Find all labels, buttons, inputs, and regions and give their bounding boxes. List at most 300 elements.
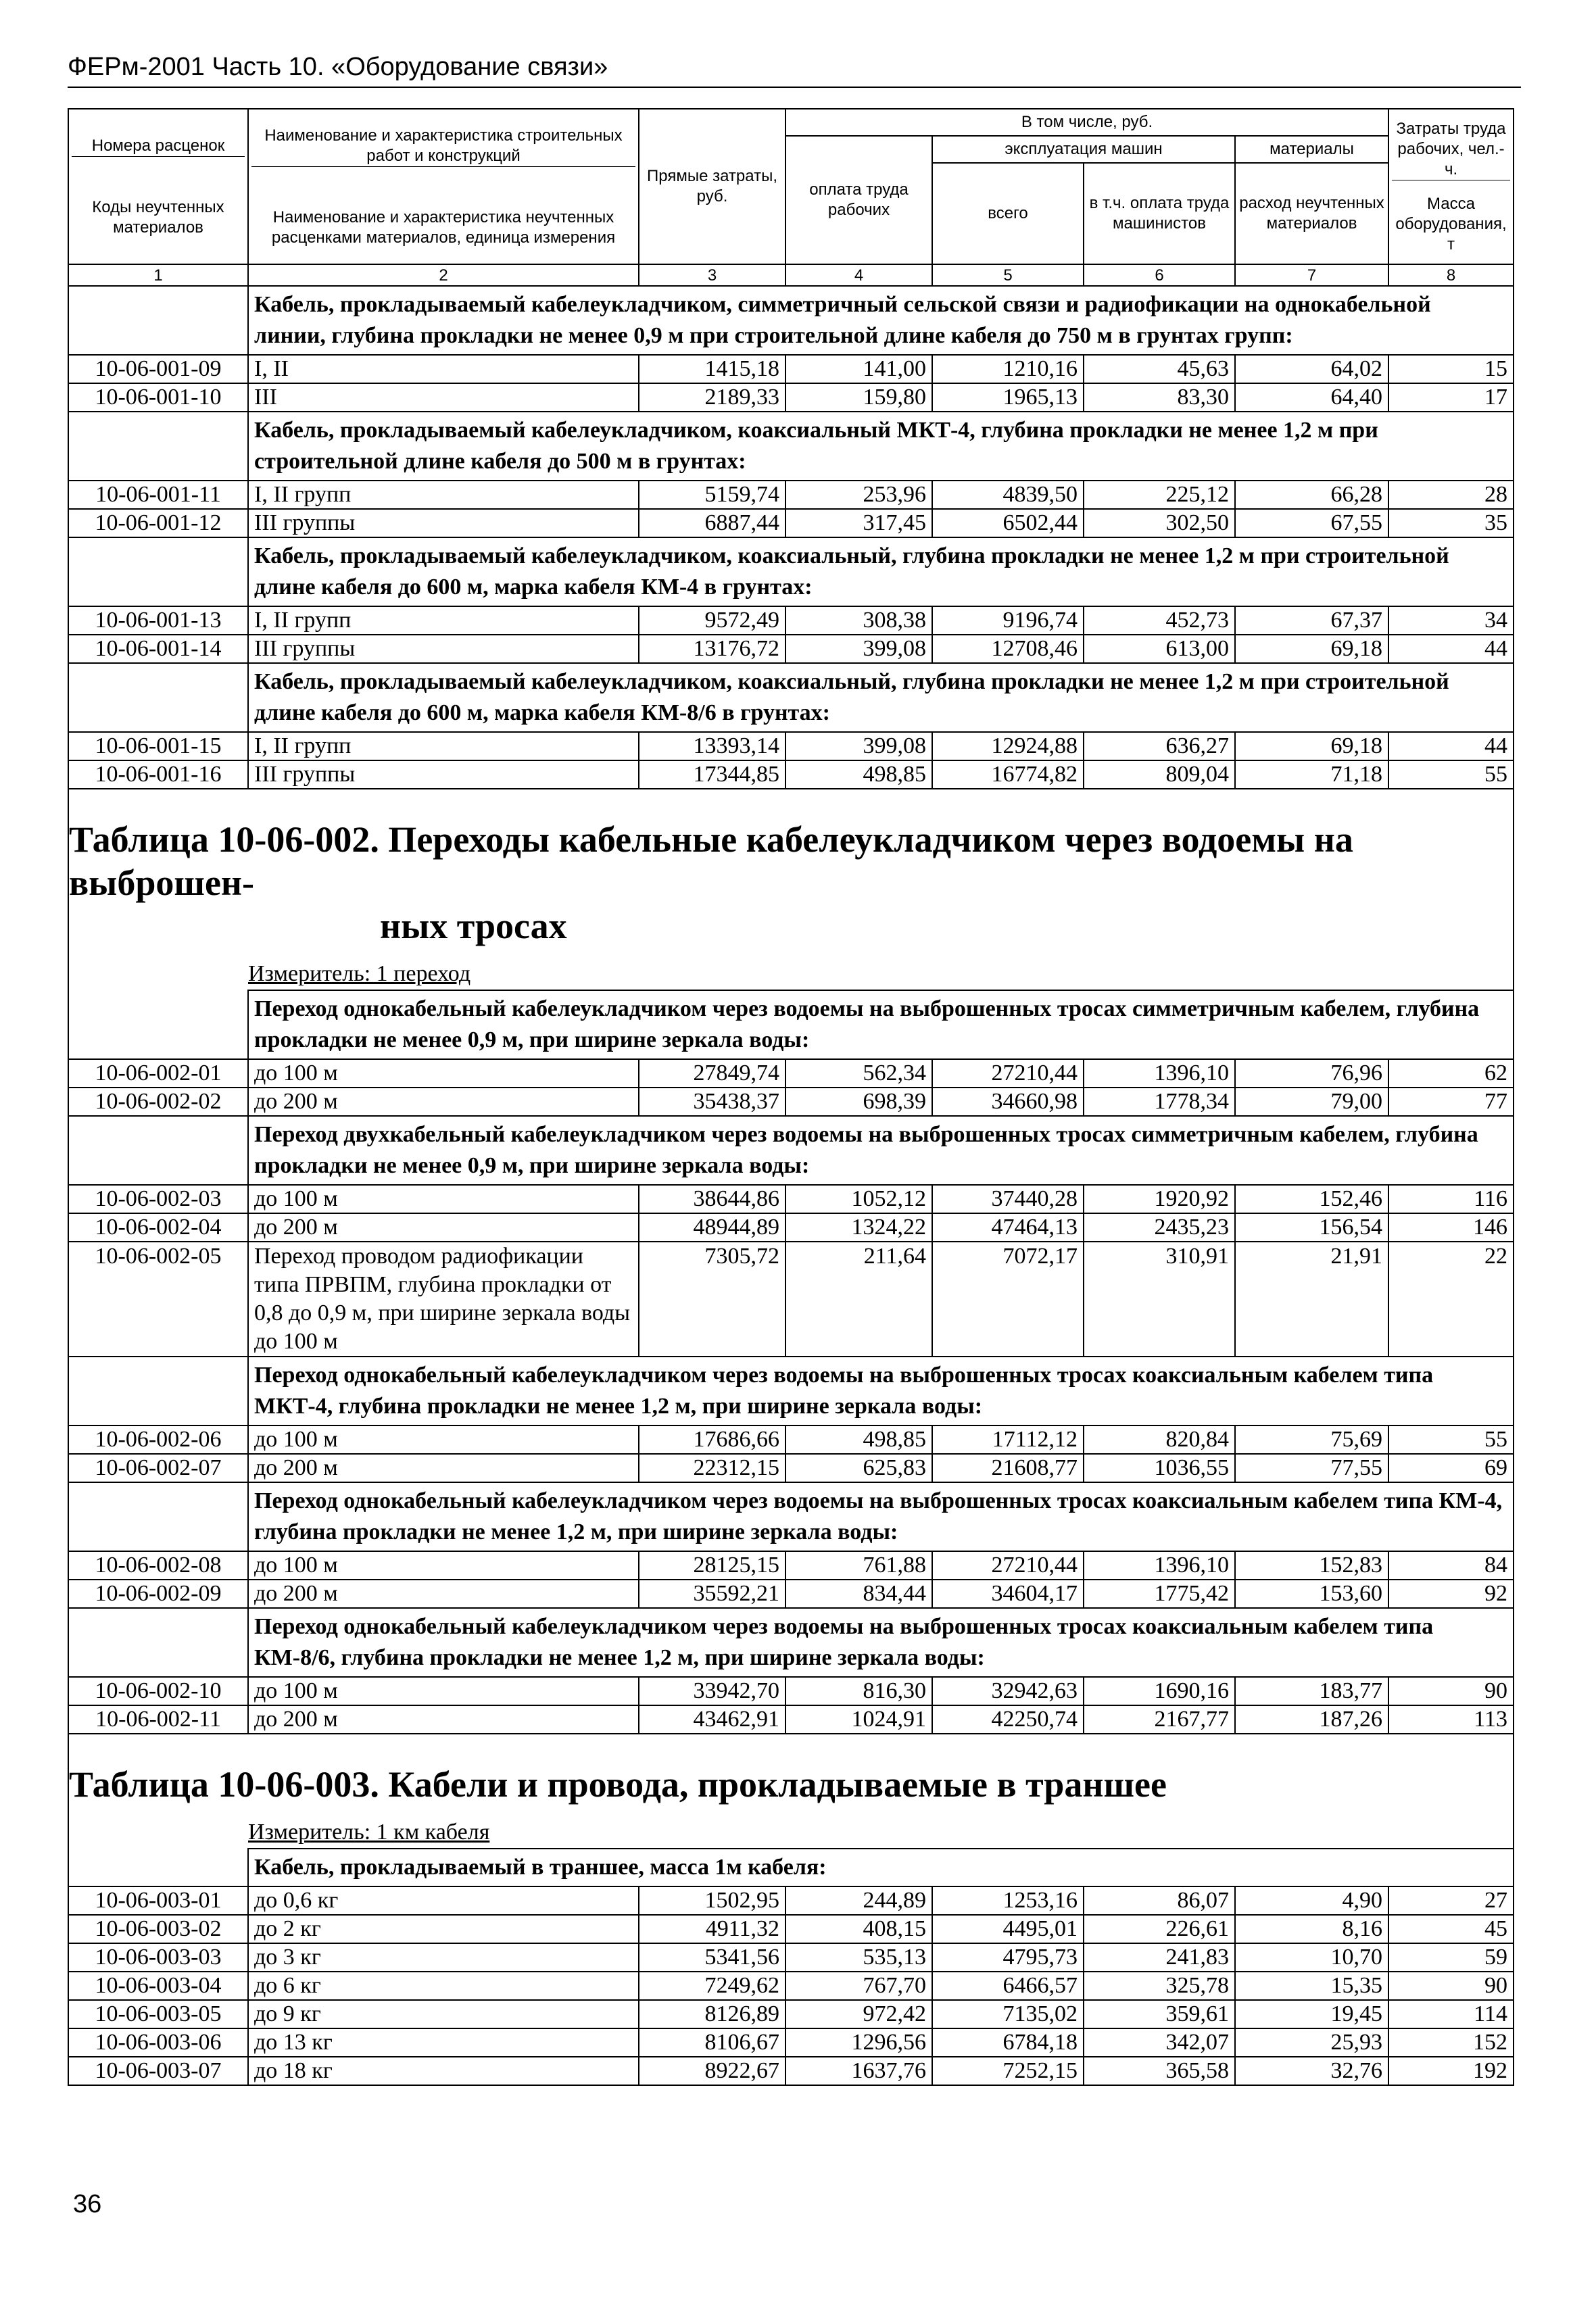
work-description-cell: до 200 м [248,1705,639,1734]
group-heading: Переход однокабельный кабелеукладчиком через водоемы на выброшенных тросах симметричным кабелем, глубина прокладки не менее 0,9 м, при ширине зеркала воды: [248,990,1514,1059]
labor-hours-cell: 152 [1388,2028,1514,2057]
labor-wages-cell: 211,64 [785,1242,932,1357]
labor-wages-cell: 834,44 [785,1580,932,1608]
materials-use-cell: 156,54 [1235,1213,1388,1242]
group-heading-row [68,1116,1514,1185]
direct-cost-cell: 5159,74 [639,481,785,509]
col-number: 1 [68,264,248,286]
work-description-cell: до 13 кг [248,2028,639,2057]
rate-code-cell: 10-06-002-02 [68,1088,248,1116]
group-heading-spacer [68,990,248,1059]
price-table [68,108,1514,2086]
operator-wages-cell: 342,07 [1084,2028,1235,2057]
work-description-cell: I, II групп [248,732,639,760]
rate-code-cell: 10-06-003-03 [68,1943,248,1972]
labor-wages-cell: 244,89 [785,1886,932,1915]
materials-use-cell: 77,55 [1235,1454,1388,1482]
labor-wages-cell: 1324,22 [785,1213,932,1242]
rate-code-cell: 10-06-002-06 [68,1425,248,1454]
work-description-cell: III группы [248,760,639,789]
labor-wages-cell: 317,45 [785,509,932,537]
table2-unit [69,958,1513,990]
group-heading-spacer [68,1116,248,1185]
labor-hours-cell: 92 [1388,1580,1514,1608]
direct-cost-cell: 8106,67 [639,2028,785,2057]
table2-heading [68,789,1514,990]
labor-wages-cell: 972,42 [785,2000,932,2028]
rate-code-cell: 10-06-003-02 [68,1915,248,1943]
work-description-cell: III группы [248,509,639,537]
table-row [68,732,1514,760]
work-description-cell: до 6 кг [248,1972,639,2000]
work-description-cell: до 9 кг [248,2000,639,2028]
labor-hours-cell: 17 [1388,383,1514,412]
page-number: 36 [73,2190,102,2218]
labor-hours-cell: 55 [1388,1425,1514,1454]
col-header-codes-top: Номера расценок [72,136,245,157]
rate-code-cell: 10-06-003-01 [68,1886,248,1915]
rate-code-cell: 10-06-001-13 [68,606,248,635]
machines-total-cell: 6502,44 [932,509,1084,537]
group-heading-row [68,1357,1514,1425]
table2-unit-text: Измеритель: 1 переход [248,961,471,986]
materials-use-cell: 21,91 [1235,1242,1388,1357]
work-description-cell: до 100 м [248,1425,639,1454]
col-number: 4 [785,264,932,286]
labor-wages-cell: 141,00 [785,355,932,383]
machines-total-cell: 7252,15 [932,2057,1084,2085]
labor-hours-cell: 27 [1388,1886,1514,1915]
machines-total-cell: 17112,12 [932,1425,1084,1454]
work-description-cell: до 100 м [248,1551,639,1580]
machines-total-cell: 37440,28 [932,1185,1084,1213]
materials-use-cell: 187,26 [1235,1705,1388,1734]
operator-wages-cell: 302,50 [1084,509,1235,537]
col-header-labor [1388,109,1514,264]
table-row [68,760,1514,789]
labor-wages-cell: 562,34 [785,1059,932,1088]
group-heading: Кабель, прокладываемый кабелеукладчиком, коаксиальный, глубина прокладки не менее 1,2 м при строительной длине кабеля до 600 м, марка кабеля КМ-8/6 в грунтах: [248,663,1514,732]
labor-hours-cell: 44 [1388,635,1514,663]
labor-hours-cell: 44 [1388,732,1514,760]
direct-cost-cell: 22312,15 [639,1454,785,1482]
operator-wages-cell: 1775,42 [1084,1580,1235,1608]
direct-cost-cell: 28125,15 [639,1551,785,1580]
machines-total-cell: 21608,77 [932,1454,1084,1482]
labor-wages-cell: 535,13 [785,1943,932,1972]
labor-hours-cell: 90 [1388,1972,1514,2000]
col-header-names-top: Наименование и характеристика строительных работ и конструкций [251,126,635,167]
operator-wages-cell: 86,07 [1084,1886,1235,1915]
rate-code-cell: 10-06-003-05 [68,2000,248,2028]
col-number: 7 [1235,264,1388,286]
labor-wages-cell: 1637,76 [785,2057,932,2085]
labor-wages-cell: 698,39 [785,1088,932,1116]
group-heading-spacer [68,663,248,732]
machines-total-cell: 32942,63 [932,1677,1084,1705]
direct-cost-cell: 13393,14 [639,732,785,760]
labor-hours-cell: 35 [1388,509,1514,537]
materials-use-cell: 67,37 [1235,606,1388,635]
table2-title [69,789,1513,958]
labor-wages-cell: 1052,12 [785,1185,932,1213]
col-number: 2 [248,264,639,286]
operator-wages-cell: 636,27 [1084,732,1235,760]
work-description-cell: Переход проводом радиофикации типа ПРВПМ, глубина прокладки от 0,8 до 0,9 м, при ширине зеркала воды до 100 м [248,1242,639,1357]
work-description-cell: до 100 м [248,1059,639,1088]
labor-hours-cell: 84 [1388,1551,1514,1580]
rate-code-cell: 10-06-001-16 [68,760,248,789]
table-row [68,509,1514,537]
col-number: 6 [1084,264,1235,286]
rate-code-cell: 10-06-002-04 [68,1213,248,1242]
labor-hours-cell: 62 [1388,1059,1514,1088]
direct-cost-cell: 8126,89 [639,2000,785,2028]
operator-wages-cell: 1036,55 [1084,1454,1235,1482]
direct-cost-cell: 5341,56 [639,1943,785,1972]
materials-use-cell: 32,76 [1235,2057,1388,2085]
table-row [68,355,1514,383]
materials-use-cell: 152,83 [1235,1551,1388,1580]
operator-wages-cell: 2167,77 [1084,1705,1235,1734]
table-row [68,383,1514,412]
operator-wages-cell: 310,91 [1084,1242,1235,1357]
table-row [68,2028,1514,2057]
machines-total-cell: 27210,44 [932,1059,1084,1088]
work-description-cell: до 2 кг [248,1915,639,1943]
direct-cost-cell: 2189,33 [639,383,785,412]
direct-cost-cell: 7305,72 [639,1242,785,1357]
col-header-operator-wages: в т.ч. оплата труда машинистов [1084,163,1235,264]
labor-wages-cell: 625,83 [785,1454,932,1482]
operator-wages-cell: 359,61 [1084,2000,1235,2028]
col-header-machines: эксплуатация машин [932,136,1235,163]
labor-wages-cell: 399,08 [785,635,932,663]
labor-wages-cell: 253,96 [785,481,932,509]
direct-cost-cell: 48944,89 [639,1213,785,1242]
materials-use-cell: 4,90 [1235,1886,1388,1915]
machines-total-cell: 4495,01 [932,1915,1084,1943]
table3-title: Таблица 10-06-003. Кабели и провода, прокладываемые в траншее [69,1764,1167,1805]
materials-use-cell: 69,18 [1235,635,1388,663]
col-header-total: всего [932,163,1084,264]
operator-wages-cell: 365,58 [1084,2057,1235,2085]
materials-use-cell: 75,69 [1235,1425,1388,1454]
work-description-cell: III [248,383,639,412]
machines-total-cell: 6784,18 [932,2028,1084,2057]
operator-wages-cell: 241,83 [1084,1943,1235,1972]
machines-total-cell: 1965,13 [932,383,1084,412]
group-heading: Переход однокабельный кабелеукладчиком через водоемы на выброшенных тросах коаксиальным кабелем типа КМ-8/6, глубина прокладки не менее 1,2 м, при ширине зеркала воды: [248,1608,1514,1677]
group-heading-row [68,1608,1514,1677]
machines-total-cell: 6466,57 [932,1972,1084,2000]
group-heading-row [68,990,1514,1059]
labor-wages-cell: 159,80 [785,383,932,412]
labor-hours-cell: 192 [1388,2057,1514,2085]
col-header-material-use: расход неучтенных материалов [1235,163,1388,264]
labor-wages-cell: 399,08 [785,732,932,760]
labor-wages-cell: 498,85 [785,760,932,789]
direct-cost-cell: 27849,74 [639,1059,785,1088]
labor-hours-cell: 59 [1388,1943,1514,1972]
direct-cost-cell: 9572,49 [639,606,785,635]
group-heading: Переход двухкабельный кабелеукладчиком через водоемы на выброшенных тросах симметричным кабелем, глубина прокладки не менее 0,9 м, при ширине зеркала воды: [248,1116,1514,1185]
col-header-direct-costs: Прямые затраты, руб. [639,109,785,264]
group-heading-spacer [68,1357,248,1425]
labor-wages-cell: 408,15 [785,1915,932,1943]
materials-use-cell: 71,18 [1235,760,1388,789]
work-description-cell: до 100 м [248,1677,639,1705]
machines-total-cell: 1253,16 [932,1886,1084,1915]
table-row [68,635,1514,663]
table3-heading [68,1734,1514,1849]
group-heading-row [68,537,1514,606]
work-description-cell: до 200 м [248,1580,639,1608]
group-heading-spacer [68,1849,248,1886]
group-heading-row [68,1482,1514,1551]
work-description-cell: до 200 м [248,1088,639,1116]
labor-hours-cell: 34 [1388,606,1514,635]
direct-cost-cell: 1415,18 [639,355,785,383]
labor-hours-cell: 22 [1388,1242,1514,1357]
materials-use-cell: 69,18 [1235,732,1388,760]
col-number: 3 [639,264,785,286]
labor-hours-cell: 55 [1388,760,1514,789]
operator-wages-cell: 1396,10 [1084,1059,1235,1088]
rate-code-cell: 10-06-001-10 [68,383,248,412]
group-heading: Кабель, прокладываемый в траншее, масса 1м кабеля: [248,1849,1514,1886]
materials-use-cell: 153,60 [1235,1580,1388,1608]
table-row [68,1677,1514,1705]
group-heading: Переход однокабельный кабелеукладчиком через водоемы на выброшенных тросах коаксиальным кабелем типа КМ-4, глубина прокладки не менее 1,2 м, при ширине зеркала воды: [248,1482,1514,1551]
col-header-in-total: В том числе, руб. [785,109,1388,136]
col-header-codes [68,109,248,264]
rate-code-cell: 10-06-002-07 [68,1454,248,1482]
machines-total-cell: 16774,82 [932,760,1084,789]
machines-total-cell: 1210,16 [932,355,1084,383]
operator-wages-cell: 613,00 [1084,635,1235,663]
operator-wages-cell: 325,78 [1084,1972,1235,2000]
rate-code-cell: 10-06-003-06 [68,2028,248,2057]
materials-use-cell: 19,45 [1235,2000,1388,2028]
operator-wages-cell: 452,73 [1084,606,1235,635]
labor-wages-cell: 767,70 [785,1972,932,2000]
direct-cost-cell: 33942,70 [639,1677,785,1705]
labor-wages-cell: 308,38 [785,606,932,635]
machines-total-cell: 7135,02 [932,2000,1084,2028]
table-row [68,1454,1514,1482]
operator-wages-cell: 225,12 [1084,481,1235,509]
group-heading: Кабель, прокладываемый кабелеукладчиком, коаксиальный, глубина прокладки не менее 1,2 м при строительной длине кабеля до 600 м, марка кабеля КМ-4 в грунтах: [248,537,1514,606]
rate-code-cell: 10-06-002-05 [68,1242,248,1357]
work-description-cell: до 0,6 кг [248,1886,639,1915]
rate-code-cell: 10-06-002-03 [68,1185,248,1213]
direct-cost-cell: 17344,85 [639,760,785,789]
direct-cost-cell: 4911,32 [639,1915,785,1943]
machines-total-cell: 7072,17 [932,1242,1084,1357]
direct-cost-cell: 38644,86 [639,1185,785,1213]
machines-total-cell: 4839,50 [932,481,1084,509]
labor-hours-cell: 15 [1388,355,1514,383]
work-description-cell: I, II [248,355,639,383]
labor-wages-cell: 816,30 [785,1677,932,1705]
table2-title-line2: ных тросах [380,906,567,946]
table-row [68,1943,1514,1972]
materials-use-cell: 79,00 [1235,1088,1388,1116]
work-description-cell: до 3 кг [248,1943,639,1972]
table-row [68,1213,1514,1242]
direct-cost-cell: 1502,95 [639,1886,785,1915]
rate-code-cell: 10-06-002-09 [68,1580,248,1608]
operator-wages-cell: 2435,23 [1084,1213,1235,1242]
work-description-cell: до 100 м [248,1185,639,1213]
rate-code-cell: 10-06-003-04 [68,1972,248,2000]
table3-body [68,1849,1514,2085]
labor-hours-cell: 45 [1388,1915,1514,1943]
group-heading-row [68,663,1514,732]
labor-wages-cell: 761,88 [785,1551,932,1580]
work-description-cell: до 18 кг [248,2057,639,2085]
materials-use-cell: 183,77 [1235,1677,1388,1705]
machines-total-cell: 12708,46 [932,635,1084,663]
table-row [68,1059,1514,1088]
table-row [68,1425,1514,1454]
materials-use-cell: 10,70 [1235,1943,1388,1972]
direct-cost-cell: 8922,67 [639,2057,785,2085]
group-heading-row [68,412,1514,481]
rate-code-cell: 10-06-001-14 [68,635,248,663]
table-row [68,606,1514,635]
header-divider [68,87,1521,88]
group-heading-spacer [68,1482,248,1551]
operator-wages-cell: 226,61 [1084,1915,1235,1943]
rate-code-cell: 10-06-001-11 [68,481,248,509]
group-heading-spacer [68,412,248,481]
table-row [68,1915,1514,1943]
group-heading: Кабель, прокладываемый кабелеукладчиком, симметричный сельской связи и радиофикации на однокабельной линии, глубина прокладки не менее 0,9 м при строительной длине кабеля до 750 м в грунтах групп: [248,286,1514,355]
col-number: 5 [932,264,1084,286]
table-row [68,1185,1514,1213]
labor-hours-cell: 114 [1388,2000,1514,2028]
materials-use-cell: 15,35 [1235,1972,1388,2000]
document-sheet [68,108,1513,2086]
machines-total-cell: 12924,88 [932,732,1084,760]
labor-hours-cell: 28 [1388,481,1514,509]
operator-wages-cell: 809,04 [1084,760,1235,789]
labor-wages-cell: 1024,91 [785,1705,932,1734]
table2-body [68,990,1514,1734]
table-row [68,1088,1514,1116]
col-header-wages: оплата труда рабочих [785,136,932,264]
labor-hours-cell: 90 [1388,1677,1514,1705]
materials-use-cell: 67,55 [1235,509,1388,537]
group-heading-row [68,286,1514,355]
operator-wages-cell: 1920,92 [1084,1185,1235,1213]
materials-use-cell: 152,46 [1235,1185,1388,1213]
work-description-cell: I, II групп [248,481,639,509]
table-row [68,1972,1514,2000]
rate-code-cell: 10-06-002-08 [68,1551,248,1580]
col-header-names [248,109,639,264]
machines-total-cell: 34604,17 [932,1580,1084,1608]
group-heading-row [68,1849,1514,1886]
table-row [68,481,1514,509]
machines-total-cell: 4795,73 [932,1943,1084,1972]
rate-code-cell: 10-06-002-11 [68,1705,248,1734]
machines-total-cell: 47464,13 [932,1213,1084,1242]
col-number: 8 [1388,264,1514,286]
machines-total-cell: 27210,44 [932,1551,1084,1580]
labor-wages-cell: 498,85 [785,1425,932,1454]
machines-total-cell: 34660,98 [932,1088,1084,1116]
labor-hours-cell: 69 [1388,1454,1514,1482]
direct-cost-cell: 13176,72 [639,635,785,663]
table-row [68,1551,1514,1580]
direct-cost-cell: 7249,62 [639,1972,785,2000]
rate-code-cell: 10-06-001-12 [68,509,248,537]
direct-cost-cell: 43462,91 [639,1705,785,1734]
materials-use-cell: 25,93 [1235,2028,1388,2057]
materials-use-cell: 64,02 [1235,355,1388,383]
operator-wages-cell: 1396,10 [1084,1551,1235,1580]
direct-cost-cell: 17686,66 [639,1425,785,1454]
col-header-names-bottom: Наименование и характеристика неучтенных расценками материалов, единица измерения [271,208,616,247]
operator-wages-cell: 1690,16 [1084,1677,1235,1705]
rate-code-cell: 10-06-002-10 [68,1677,248,1705]
col-header-materials: материалы [1235,136,1388,163]
table3-unit-text: Измеритель: 1 км кабеля [248,1820,490,1845]
group-heading-spacer [68,286,248,355]
rate-code-cell: 10-06-001-15 [68,732,248,760]
labor-hours-cell: 113 [1388,1705,1514,1734]
materials-use-cell: 64,40 [1235,383,1388,412]
work-description-cell: до 200 м [248,1213,639,1242]
group-heading: Переход однокабельный кабелеукладчиком через водоемы на выброшенных тросах коаксиальным кабелем типа МКТ-4, глубина прокладки не менее 1,2 м, при ширине зеркала воды: [248,1357,1514,1425]
table-row [68,1705,1514,1734]
page-header-title: ФЕРм-2001 Часть 10. «Оборудование связи» [68,53,608,81]
table-row [68,2000,1514,2028]
work-description-cell: I, II групп [248,606,639,635]
table2-title-line1: Таблица 10-06-002. Переходы кабельные кабелеукладчиком через водоемы на выброшен- [69,819,1353,903]
col-header-labor-bottom: Масса оборудования, т [1395,194,1507,253]
direct-cost-cell: 35592,21 [639,1580,785,1608]
operator-wages-cell: 1778,34 [1084,1088,1235,1116]
labor-hours-cell: 146 [1388,1213,1514,1242]
group-heading-spacer [68,1608,248,1677]
table-row [68,1242,1514,1357]
col-header-labor-top: Затраты труда рабочих, чел.-ч. [1392,119,1510,180]
rate-code-cell: 10-06-002-01 [68,1059,248,1088]
labor-hours-cell: 116 [1388,1185,1514,1213]
work-description-cell: III группы [248,635,639,663]
table-row [68,2057,1514,2085]
rate-code-cell: 10-06-003-07 [68,2057,248,2085]
operator-wages-cell: 83,30 [1084,383,1235,412]
col-header-codes-bottom: Коды неучтенных материалов [92,197,224,237]
machines-total-cell: 9196,74 [932,606,1084,635]
table-row [68,1886,1514,1915]
materials-use-cell: 76,96 [1235,1059,1388,1088]
group-heading-spacer [68,537,248,606]
direct-cost-cell: 6887,44 [639,509,785,537]
operator-wages-cell: 820,84 [1084,1425,1235,1454]
rate-code-cell: 10-06-001-09 [68,355,248,383]
group-heading: Кабель, прокладываемый кабелеукладчиком, коаксиальный МКТ-4, глубина прокладки не менее 1,2 м при строительной длине кабеля до 500 м в грунтах: [248,412,1514,481]
machines-total-cell: 42250,74 [932,1705,1084,1734]
operator-wages-cell: 45,63 [1084,355,1235,383]
direct-cost-cell: 35438,37 [639,1088,785,1116]
table3-unit [69,1817,1513,1848]
